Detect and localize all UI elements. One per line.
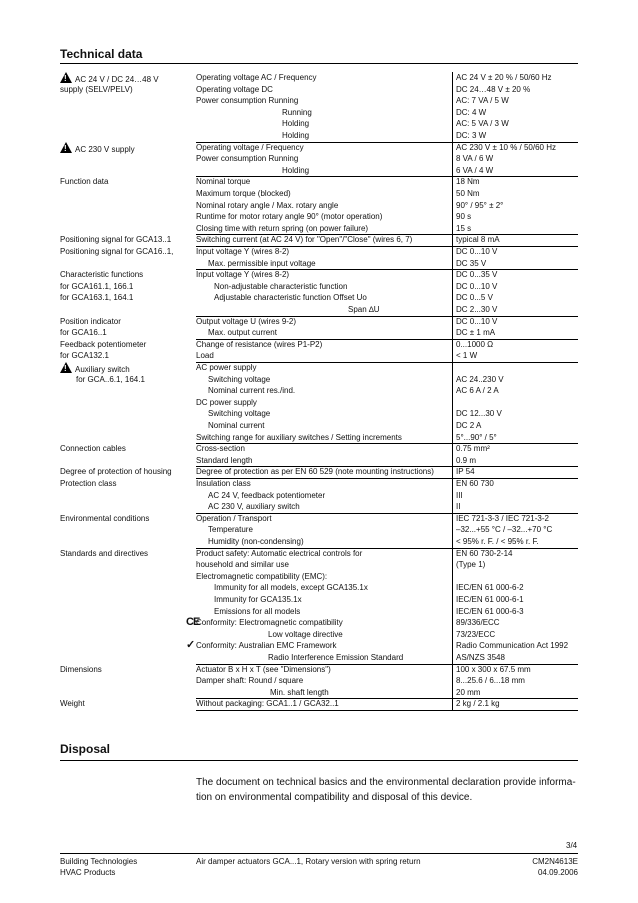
section-label xyxy=(60,478,116,489)
footer-document-title: Air damper actuators GCA...1, Rotary version with spring return xyxy=(196,857,421,866)
spec-row-description: Running xyxy=(282,107,312,117)
spec-row-description: Maximum torque (blocked) xyxy=(196,189,291,198)
section-label-text: Dimensions xyxy=(60,664,102,674)
spec-row-description: Load xyxy=(196,351,214,361)
disposal-text-line-1: The document on technical basics and the environmental declaration provide informa- xyxy=(196,777,576,788)
spec-row-description: Switching voltage xyxy=(208,409,271,419)
spec-row-description: Degree of protection as per EN 60 529 (note mounting instructions) xyxy=(196,467,434,477)
spec-row-description: Temperature xyxy=(208,525,253,535)
disposal-text-line-2: tion on environmental compatibility and disposal of this device. xyxy=(196,792,473,803)
section-label xyxy=(60,548,148,559)
spec-row-value: 73/23/ECC xyxy=(456,629,496,639)
spec-row-value: III xyxy=(456,490,463,500)
spec-row-value: EN 60 730 xyxy=(456,479,494,488)
spec-row-value: DC 0...35 V xyxy=(456,270,498,280)
section-label xyxy=(60,246,173,257)
spec-row-value: AS/NZS 3548 xyxy=(456,653,505,662)
section-label xyxy=(60,339,146,350)
spec-row-description: Conformity: Electromagnetic compatibility xyxy=(196,618,343,628)
spec-row-value: AC 230 V ± 10 % / 50/60 Hz xyxy=(456,142,556,152)
section-label xyxy=(60,269,143,280)
spec-row-description: Switching current (at AC 24 V) for "Open"/"Close" (wires 6, 7) xyxy=(196,235,413,245)
spec-row-description: Closing time with return spring (on power failure) xyxy=(196,223,369,233)
spec-row-value: DC: 4 W xyxy=(456,107,487,117)
spec-row-value: 20 mm xyxy=(456,687,481,697)
spec-row-description: Actuator B x H x T (see "Dimensions") xyxy=(196,664,331,674)
spec-row-description: Operation / Transport xyxy=(196,513,272,523)
spec-row-value: DC 35 V xyxy=(456,258,487,268)
spec-row-value: DC 12...30 V xyxy=(456,409,502,419)
section-label xyxy=(60,84,133,95)
spec-row-description: Adjustable characteristic function Offset Uo xyxy=(214,293,367,303)
spec-row-value: typical 8 mA xyxy=(456,235,500,245)
spec-row-value: 90 s xyxy=(456,212,472,222)
spec-row-value: 8 VA / 6 W xyxy=(456,154,494,164)
section-label-text: Position indicator xyxy=(60,316,121,326)
warning-triangle-icon xyxy=(60,142,72,153)
spec-row-value: DC 0...5 V xyxy=(456,293,493,303)
warning-triangle-icon xyxy=(60,72,72,83)
spec-row-value: 15 s xyxy=(456,223,472,233)
spec-row-value: DC 0...10 V xyxy=(456,247,498,256)
spec-row-value: II xyxy=(456,502,461,512)
section-label xyxy=(60,316,121,327)
spec-row-description: Runtime for motor rotary angle 90° (motor operation) xyxy=(196,212,383,222)
spec-row-description: Damper shaft: Round / square xyxy=(196,676,304,686)
spec-row-description: Standard length xyxy=(196,455,253,465)
spec-row-description: Switching range for auxiliary switches / Setting increments xyxy=(196,432,402,442)
section-label-text: for GCA16..1 xyxy=(60,328,107,338)
spec-row-value: (Type 1) xyxy=(456,560,486,570)
spec-row-value: Radio Communication Act 1992 xyxy=(456,641,569,651)
group-separator xyxy=(196,443,578,444)
section-label-text: Positioning signal for GCA13..1 xyxy=(60,235,172,245)
section-label-text: Standards and directives xyxy=(60,548,149,558)
spec-row-value: AC: 5 VA / 3 W xyxy=(456,119,509,129)
spec-row-value: 0.9 m xyxy=(456,455,477,465)
spec-row-value: IP 54 xyxy=(456,467,475,477)
page-title: Technical data xyxy=(60,47,143,61)
spec-row-description: Input voltage Y (wires 8-2) xyxy=(196,247,290,256)
spec-row-description: AC 24 V, feedback potentiometer xyxy=(208,490,326,500)
disposal-rule xyxy=(60,760,578,761)
spec-row-description: Power consumption Running xyxy=(196,154,299,164)
spec-row-description: Nominal current xyxy=(208,421,265,430)
spec-row-description: Insulation class xyxy=(196,479,251,488)
section-label xyxy=(60,466,172,477)
section-label-text: Weight xyxy=(60,699,85,709)
spec-row-description: Holding xyxy=(282,165,310,175)
group-separator xyxy=(196,176,578,177)
spec-row-description: Holding xyxy=(282,131,310,140)
section-label xyxy=(60,234,171,245)
spec-row-value: < 95% r. F. / < 95% r. F. xyxy=(456,537,539,546)
warning-triangle-icon xyxy=(60,362,72,373)
spec-row-value: 90° / 95° ± 2° xyxy=(456,200,504,210)
section-label-text: Protection class xyxy=(60,479,117,488)
spec-row-description: AC 230 V, auxiliary switch xyxy=(208,502,300,512)
section-label xyxy=(60,176,108,187)
section-label-text: Environmental conditions xyxy=(60,513,150,523)
spec-row-description: Operating voltage DC xyxy=(196,84,273,94)
section-label-text: for GCA132.1 xyxy=(60,351,109,361)
spec-row-value: 2 kg / 2.1 kg xyxy=(456,699,500,709)
section-label xyxy=(60,443,126,454)
spec-row-description: Nominal torque xyxy=(196,177,251,187)
section-label-text: Feedback potentiometer xyxy=(60,339,147,349)
spec-row-description: Max. output current xyxy=(208,328,277,338)
section-label xyxy=(60,513,149,524)
spec-row-value: 89/336/ECC xyxy=(456,618,500,628)
spec-row-description: Humidity (non-condensing) xyxy=(208,537,304,546)
spec-row-value: DC ± 1 mA xyxy=(456,328,496,338)
footer-document-number: CM2N4613E xyxy=(532,857,578,866)
group-separator xyxy=(196,478,578,479)
spec-row-description: Output voltage U (wires 9-2) xyxy=(196,316,297,326)
section-label-text: Degree of protection of housing xyxy=(60,467,172,477)
section-label-text: for GCA161.1, 166.1 xyxy=(60,281,134,291)
section-label xyxy=(60,292,133,303)
group-separator xyxy=(196,710,578,711)
spec-row-description: Input voltage Y (wires 8-2) xyxy=(196,270,290,280)
section-label-text: Positioning signal for GCA16..1, xyxy=(60,247,174,256)
section-label xyxy=(60,327,107,338)
section-label xyxy=(60,142,135,155)
spec-row-description: Product safety: Automatic electrical controls for xyxy=(196,548,363,558)
spec-row-description: Change of resistance (wires P1-P2) xyxy=(196,339,323,349)
spec-row-value: 50 Nm xyxy=(456,189,480,198)
spec-row-description: Conformity: Australian EMC Framework xyxy=(196,641,337,651)
spec-row-description: household and similar use xyxy=(196,560,289,570)
spec-row-description: Span ∆U xyxy=(348,305,380,314)
footer-company: Building Technologies xyxy=(60,857,138,866)
spec-row-value: IEC/EN 61 000-6-2 xyxy=(456,583,524,593)
section-label-text: for GCA..6.1, 164.1 xyxy=(76,374,145,384)
spec-row-description: Electromagnetic compatibility (EMC): xyxy=(196,571,328,581)
spec-row-description: Cross-section xyxy=(196,444,245,454)
spec-row-value: 8...25.6 / 6...18 mm xyxy=(456,676,525,686)
spec-row-value: IEC 721-3-3 / IEC 721-3-2 xyxy=(456,513,549,523)
spec-row-value: AC 6 A / 2 A xyxy=(456,386,499,396)
spec-row-description: Without packaging: GCA1..1 / GCA32..1 xyxy=(196,699,339,709)
spec-row-value: DC: 3 W xyxy=(456,131,487,140)
spec-row-description: Switching voltage xyxy=(208,374,271,384)
section-label-text: AC 24 V / DC 24…48 V xyxy=(75,75,159,84)
footer-rule xyxy=(60,853,578,854)
spec-row-value: AC: 7 VA / 5 W xyxy=(456,96,509,106)
spec-row-description: Nominal rotary angle / Max. rotary angle xyxy=(196,200,339,210)
spec-row-description: Radio Interference Emission Standard xyxy=(268,653,404,662)
ce-mark-icon: CE xyxy=(186,616,200,629)
footer-division: HVAC Products xyxy=(60,868,116,877)
spec-row-description: Emissions for all models xyxy=(214,606,301,616)
section-label-text: supply (SELV/PELV) xyxy=(60,84,133,94)
disposal-title: Disposal xyxy=(60,742,111,756)
spec-row-value: AC 24 V ± 20 % / 50/60 Hz xyxy=(456,73,552,82)
spec-row-value: 100 x 300 x 67.5 mm xyxy=(456,664,531,674)
spec-row-value: 6 VA / 4 W xyxy=(456,165,494,175)
section-label xyxy=(76,374,145,385)
spec-row-description: Power consumption Running xyxy=(196,96,299,106)
section-label xyxy=(60,698,85,709)
spec-row-value: DC 24…48 V ± 20 % xyxy=(456,84,531,94)
page-number: 3/4 xyxy=(566,841,578,850)
spec-row-description: AC power supply xyxy=(196,363,257,372)
section-label xyxy=(60,350,109,361)
section-label xyxy=(60,664,102,675)
spec-row-description: Non-adjustable characteristic function xyxy=(214,281,348,291)
c-tick-mark-icon: ✓ xyxy=(186,639,196,652)
footer-date: 04.09.2006 xyxy=(537,868,578,877)
section-label xyxy=(60,281,133,292)
spec-row-value: IEC/EN 61 000-6-3 xyxy=(456,606,524,616)
spec-row-description: DC power supply xyxy=(196,397,257,407)
spec-row-description: Holding xyxy=(282,119,310,129)
section-label-text: Characteristic functions xyxy=(60,270,144,280)
spec-row-value: 0.75 mm² xyxy=(456,444,490,454)
spec-row-value: < 1 W xyxy=(456,351,478,361)
spec-row-value: DC 0...10 V xyxy=(456,281,498,291)
spec-row-value: IEC/EN 61 000-6-1 xyxy=(456,595,524,604)
spec-row-value: 18 Nm xyxy=(456,177,480,187)
spec-row-value: EN 60 730-2-14 xyxy=(456,548,513,558)
spec-row-description: Low voltage directive xyxy=(268,629,343,639)
spec-row-description: Immunity for GCA135.1x xyxy=(214,595,302,604)
spec-row-value: DC 0...10 V xyxy=(456,316,498,326)
spec-row-description: Max. permissible input voltage xyxy=(208,258,316,268)
section-label-text: Auxiliary switch xyxy=(75,365,130,374)
spec-row-value: 0...1000 Ω xyxy=(456,339,494,349)
spec-row-value: AC 24..230 V xyxy=(456,374,504,384)
spec-row-description: Immunity for all models, except GCA135.1x xyxy=(214,583,368,593)
section-label-text: Function data xyxy=(60,177,109,187)
spec-row-description: Nominal current res./ind. xyxy=(208,386,296,396)
column-divider xyxy=(452,72,453,710)
section-label-text: Connection cables xyxy=(60,444,126,454)
section-label-text: for GCA163.1, 164.1 xyxy=(60,293,134,303)
section-label-text: AC 230 V supply xyxy=(75,144,135,154)
title-rule xyxy=(60,63,578,64)
spec-row-value: 5°...90° / 5° xyxy=(456,432,497,442)
spec-row-description: Operating voltage / Frequency xyxy=(196,142,304,152)
spec-row-description: Min. shaft length xyxy=(270,687,329,697)
spec-row-value: DC 2...30 V xyxy=(456,305,498,314)
spec-row-value: –32...+55 °C / –32...+70 °C xyxy=(456,525,553,535)
spec-row-value: DC 2 A xyxy=(456,421,482,430)
spec-row-description: Operating voltage AC / Frequency xyxy=(196,73,317,82)
